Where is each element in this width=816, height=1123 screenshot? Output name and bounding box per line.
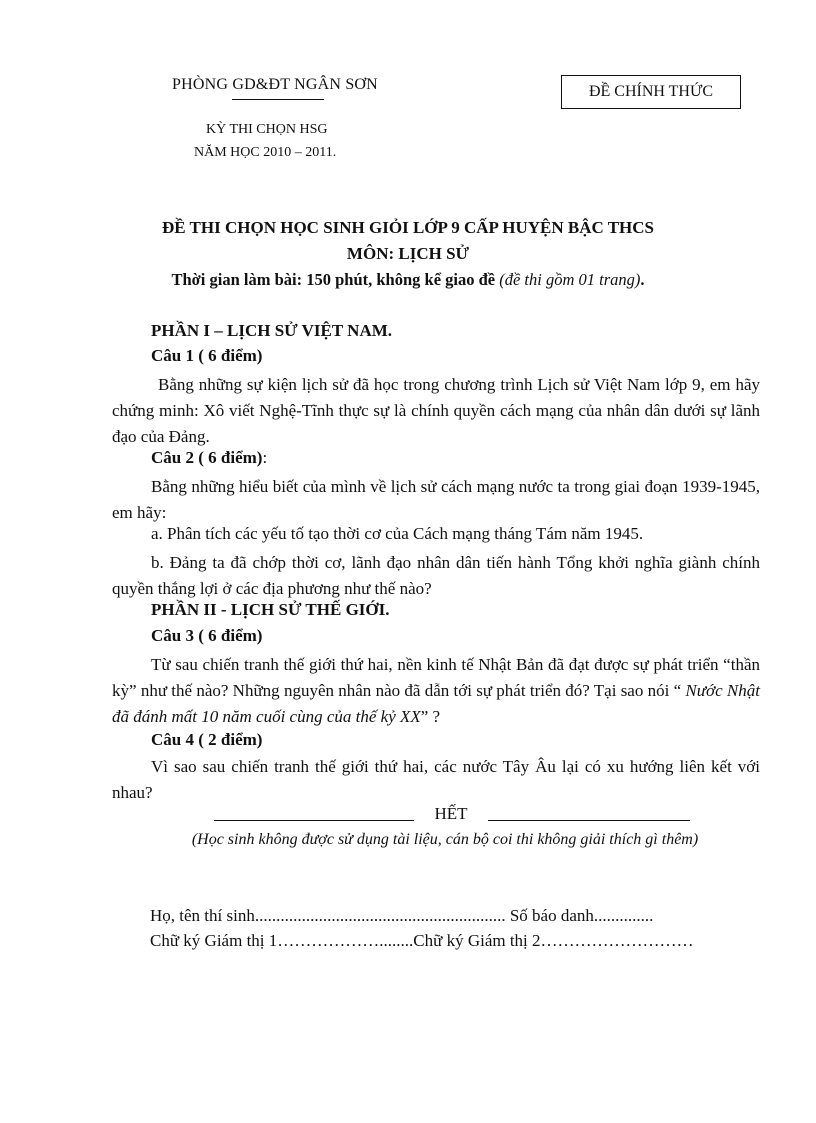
question-4-text: Vì sao sau chiến tranh thế giới thứ hai, các nước Tây Âu lại có xu hướng liên kết với nhau?: [112, 757, 760, 802]
end-rule-right: [488, 820, 690, 821]
question-2-heading-row: [151, 448, 267, 468]
exam-title: ĐỀ THI CHỌN HỌC SINH GIỎI LỚP 9 CẤP HUYỆN BẬC THCS: [162, 218, 654, 237]
part-1-heading: PHẦN I – LỊCH SỬ VIỆT NAM.: [151, 321, 393, 340]
candidate-info-line: Họ, tên thí sinh........................................................... Số báo danh..............: [150, 906, 654, 925]
exam-name: KỲ THI CHỌN HSG: [206, 122, 328, 137]
exam-note: (Học sinh không được sử dụng tài liệu, cán bộ coi thi không giải thích gì thêm): [191, 831, 699, 848]
time-allowed-text: Thời gian làm bài: 150 phút, không kể giao đề: [171, 270, 500, 289]
question-3-heading: Câu 3 ( 6 điểm): [151, 626, 263, 645]
end-marker: [0, 804, 816, 828]
question-3-text: [112, 652, 760, 730]
department-underline: [232, 99, 324, 100]
supervisor-signature-line: Chữ ký Giám thị 1………………........Chữ ký Giám thị 2………………………: [150, 931, 694, 950]
question-2-part-a: a. Phân tích các yếu tố tạo thời cơ của Cách mạng tháng Tám năm 1945.: [151, 524, 644, 543]
end-label: HẾT: [434, 804, 468, 823]
official-exam-badge: ĐỀ CHÍNH THỨC: [561, 75, 741, 109]
question-2-colon: :: [262, 448, 268, 467]
question-2-text: Bằng những hiểu biết của mình về lịch sử cách mạng nước ta trong giai đoạn 1939-1945, em hãy:: [112, 477, 760, 522]
time-allowed-end: .: [640, 270, 645, 289]
question-1-text: Bằng những sự kiện lịch sử đã học trong chương trình Lịch sử Việt Nam lớp 9, em hãy chứng minh: Xô viết Nghệ-Tĩnh thực sự là chính quyền cách mạng của nhân dân dưới sự lãnh đạo của Đảng.: [112, 375, 760, 446]
question-3-quote: Nước Nhật đã đánh mất 10 năm cuối cùng của thế kỷ XX: [112, 681, 760, 726]
question-4-heading: Câu 4 ( 2 điểm): [151, 730, 263, 749]
question-3-body: Từ sau chiến tranh thế giới thứ hai, nền kinh tế Nhật Bản đã đạt được sự phát triển “thần kỳ” như thế nào? Những nguyên nhân nào đã dẫn tới sự phát triển đó? Tại sao nói “: [112, 655, 760, 700]
time-allowed: [0, 270, 816, 290]
question-1-heading: Câu 1 ( 6 điểm): [151, 346, 263, 365]
subject-title: MÔN: LỊCH SỬ: [346, 244, 470, 263]
question-2-heading: Câu 2 ( 6 điểm): [151, 448, 263, 467]
part-2-heading: PHẦN II - LỊCH SỬ THẾ GIỚI.: [151, 600, 390, 619]
question-3-end: ” ?: [420, 707, 441, 726]
question-2-part-b: b. Đảng ta đã chớp thời cơ, lãnh đạo nhân dân tiến hành Tổng khởi nghĩa giành chính quyền thắng lợi ở các địa phương như thế nào?: [112, 553, 760, 598]
page-count-note: (đề thi gồm 01 trang): [499, 270, 641, 289]
end-rule-left: [214, 820, 414, 821]
department-name: PHÒNG GD&ĐT NGÂN SƠN: [172, 76, 378, 93]
school-year: NĂM HỌC 2010 – 2011.: [194, 145, 337, 160]
